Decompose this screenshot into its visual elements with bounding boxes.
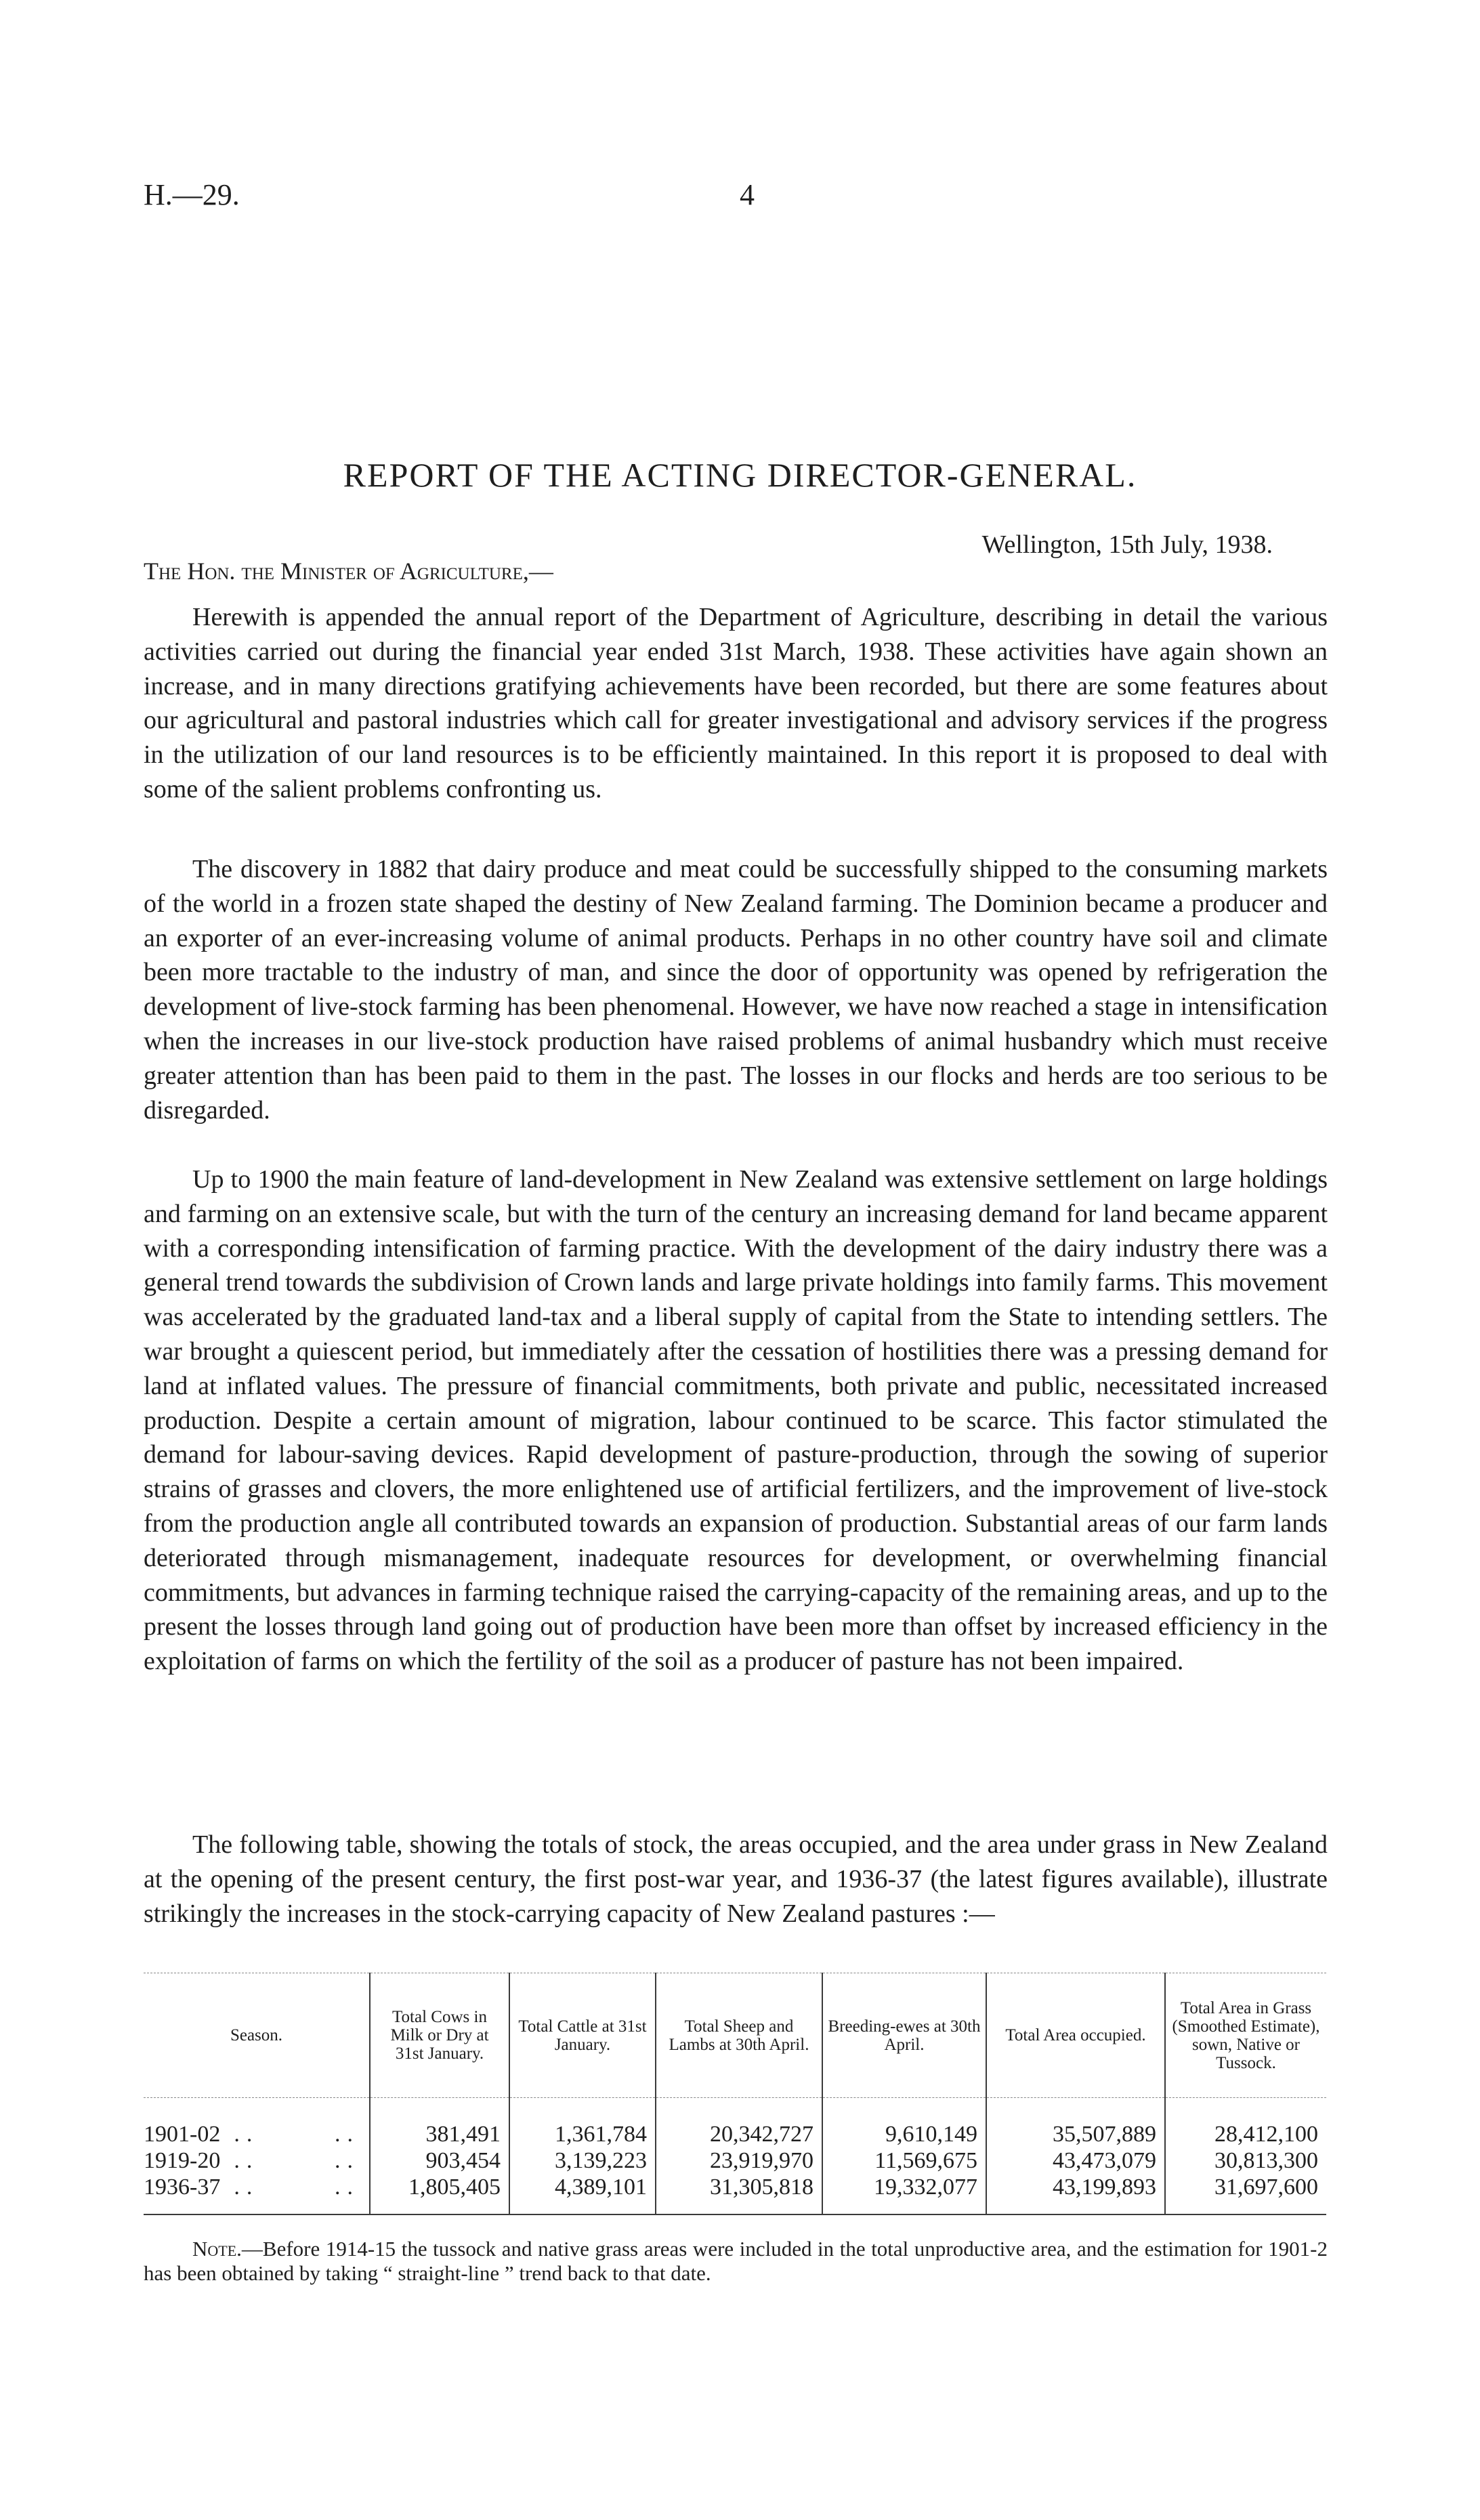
ewes-cell: 19,332,077 <box>822 2174 986 2214</box>
col-header-sheep: Total Sheep and Lambs at 30th April. <box>656 1973 822 2098</box>
cows-cell: 381,491 <box>370 2098 509 2148</box>
paragraph-1: Herewith is appended the annual report of the Department of Agriculture, describing in detail the various activities carried out during the financial year ended 31st March, 1938. These activities have again shown an increase, and in many directions gratifying achievements have been recorded, but there are some features about our agricultural and pastoral industries which call for greater investigational and advisory services if the progress in the utilization of our land resources is to be efficiently maintained. In this report it is proposed to deal with some of the salient problems confronting us. <box>144 603 1328 803</box>
table-row <box>144 2098 1326 2148</box>
paragraph-3: Up to 1900 the main feature of land-development in New Zealand was extensive settlement on large holdings and farming on an extensive scale, but with the turn of the century an increasing demand for land became apparent with a corresponding intensification of farming practice. With the development of the dairy industry there was a general trend towards the subdivision of Crown lands and large private holdings into family farms. This movement was accelerated by the graduated land-tax and a liberal supply of capital from the State to intending settlers. The war brought a quiescent period, but immediately after the cessation of hostilities there was a pressing demand for land at inflated values. The pressure of financial commitments, both private and public, necessitated increased production. Despite a certain amount of migration, labour continued to be scarce. This factor stimulated the demand for labour-saving devices. Rapid development of pasture-production, through the sowing of superior strains of grasses and clovers, the more enlightened use of artificial fertilizers, and the improvement of live-stock from the production angle all contributed towards an expansion of production. Substantial areas of our farm lands deteriorated through mismanagement, inadequate resources for development, or overwhelming financial commitments, but advances in farming technique raised the carrying-capacity of the remaining areas, and up to the present the losses through land going out of production have been more than offset by increased efficiency in the exploitation of farms on which the fertility of the soil as a producer of pasture has not been impaired. <box>144 1165 1328 1676</box>
leader-dots: .. <box>234 2122 259 2147</box>
season-cell <box>144 2174 370 2214</box>
ewes-cell: 11,569,675 <box>822 2147 986 2174</box>
col-header-grass: Total Area in Grass (Smoothed Estimate), sown, Native or Tussock. <box>1165 1973 1326 2098</box>
leader-dots: .. <box>335 2175 360 2200</box>
note-text: —Before 1914-15 the tussock and native grass areas were included in the total unproductive area, and the estimation for 1901-2 has been obtained by taking “ straight-line ” trend back to that date. <box>144 2237 1328 2285</box>
sheep-cell: 20,342,727 <box>656 2098 822 2148</box>
sheep-cell: 31,305,818 <box>656 2174 822 2214</box>
table-row <box>144 2147 1326 2174</box>
page-number: 4 <box>740 178 755 211</box>
report-title: REPORT OF THE ACTING DIRECTOR-GENERAL. <box>343 456 1137 494</box>
area-cell: 43,473,079 <box>986 2147 1165 2174</box>
season-label: 1901-02 <box>144 2122 221 2147</box>
cattle-cell: 1,361,784 <box>509 2098 656 2148</box>
place-date: Wellington, 15th July, 1938. <box>981 530 1273 559</box>
col-header-area: Total Area occupied. <box>986 1973 1165 2098</box>
season-cell <box>144 2098 370 2148</box>
grass-cell: 31,697,600 <box>1165 2174 1326 2214</box>
cows-cell: 903,454 <box>370 2147 509 2174</box>
leader-dots: .. <box>335 2148 360 2173</box>
ewes-cell: 9,610,149 <box>822 2098 986 2148</box>
cows-cell: 1,805,405 <box>370 2174 509 2214</box>
paragraph-4: The following table, showing the totals of stock, the areas occupied, and the area under grass in New Zealand at the opening of the present century, the first post-war year, and 1936-37 (the latest figures available), illustrate strikingly the increases in the stock-carrying capacity of New Zealand pastures :— <box>144 1830 1328 1928</box>
cattle-cell: 3,139,223 <box>509 2147 656 2174</box>
table-header-row <box>144 1973 1326 2098</box>
document-reference: H.—29. <box>144 178 240 211</box>
season-label: 1936-37 <box>144 2175 221 2200</box>
note-label: Note. <box>192 2237 242 2261</box>
leader-dots: .. <box>335 2122 360 2147</box>
leader-dots: .. <box>234 2175 259 2200</box>
table-footnote <box>144 2237 1328 2286</box>
grass-cell: 28,412,100 <box>1165 2098 1326 2148</box>
area-cell: 35,507,889 <box>986 2098 1165 2148</box>
col-header-ewes: Breeding-ewes at 30th April. <box>822 1973 986 2098</box>
table-row <box>144 2174 1326 2214</box>
season-label: 1919-20 <box>144 2148 221 2173</box>
col-header-cows: Total Cows in Milk or Dry at 31st January. <box>370 1973 509 2098</box>
sheep-cell: 23,919,970 <box>656 2147 822 2174</box>
leader-dots: .. <box>234 2148 259 2173</box>
area-cell: 43,199,893 <box>986 2174 1165 2214</box>
season-cell <box>144 2147 370 2174</box>
col-header-season: Season. <box>144 1973 370 2098</box>
grass-cell: 30,813,300 <box>1165 2147 1326 2174</box>
salutation: The Hon. the Minister of Agriculture,— <box>144 558 553 585</box>
paragraph-2: The discovery in 1882 that dairy produce and meat could be successfully shipped to the consuming markets of the world in a frozen state shaped the destiny of New Zealand farming. The Dominion became a producer and an exporter of an ever-increasing volume of animal products. Perhaps in no other country have soil and climate been more tractable to the industry of man, and since the door of opportunity was opened by refrigeration the development of live-stock farming has been phenomenal. However, we have now reached a stage in intensification when the increases in our live-stock production have raised problems of animal husbandry which must receive greater attention than has been paid to them in the past. The losses in our flocks and herds are too serious to be disregarded. <box>144 855 1328 1125</box>
col-header-cattle: Total Cattle at 31st January. <box>509 1973 656 2098</box>
cattle-cell: 4,389,101 <box>509 2174 656 2214</box>
stock-statistics-table <box>144 1973 1326 2215</box>
